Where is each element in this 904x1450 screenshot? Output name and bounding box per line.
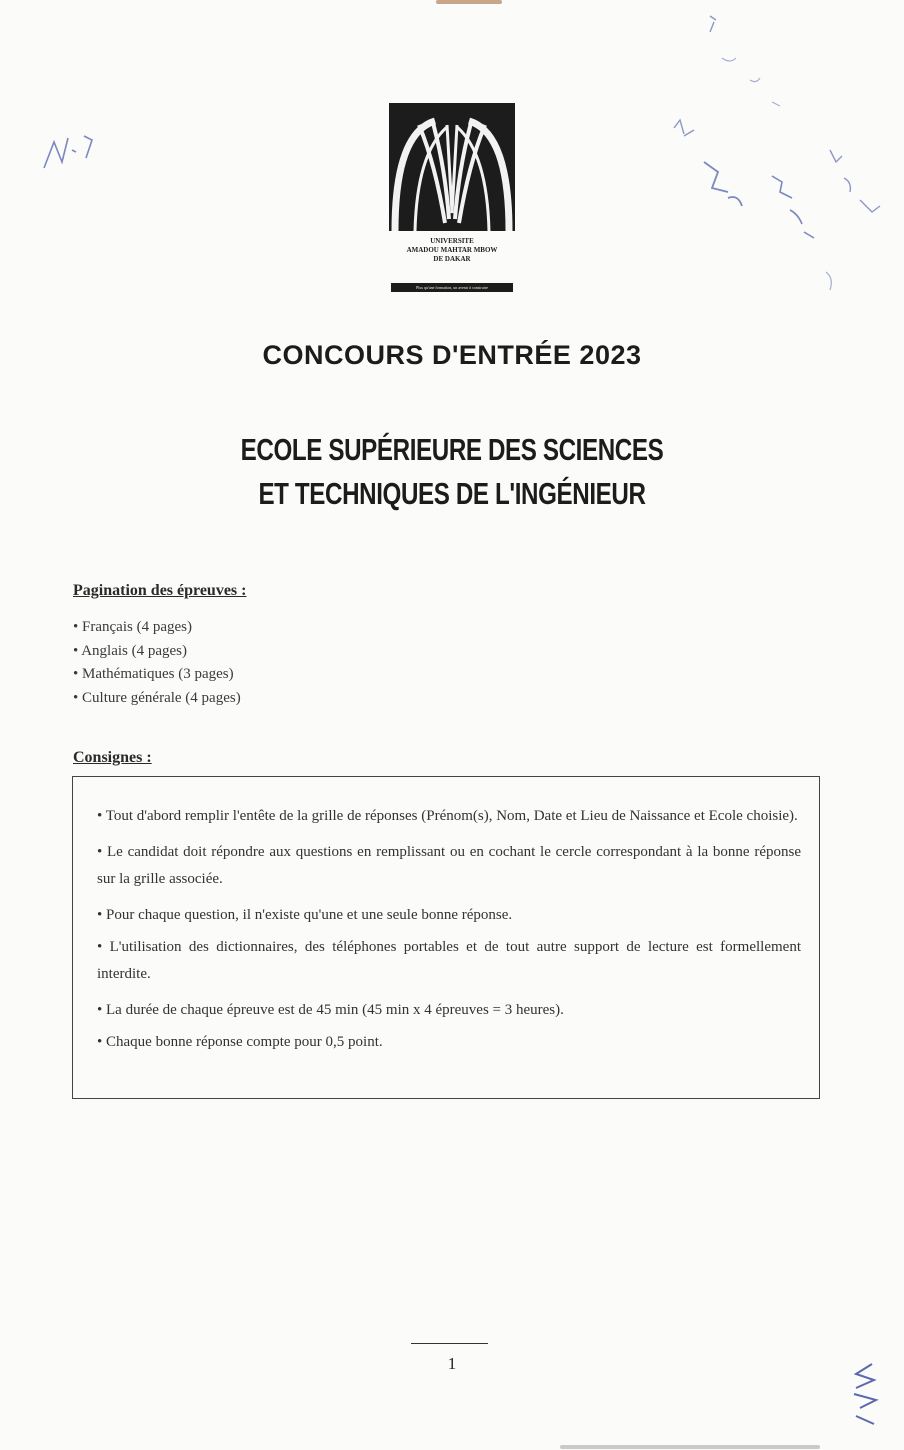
instructions-box: [72, 776, 820, 1099]
list-item: • Tout d'abord remplir l'entête de la grille de réponses (Prénom(s), Nom, Date et Lieu de Naissance et Ecole choisie).: [97, 803, 801, 830]
scan-smudge-bottom: [560, 1445, 820, 1449]
scan-smudge-top: [436, 0, 502, 4]
list-item: • Chaque bonne réponse compte pour 0,5 point.: [97, 1029, 801, 1056]
university-motto: Plus qu'une formation, un avenir à construire: [391, 283, 513, 292]
list-item: • Culture générale (4 pages): [73, 687, 241, 711]
list-item: • Le candidat doit répondre aux questions en remplissant ou en cochant le cercle correspondant à la bonne réponse sur la grille associée.: [97, 839, 801, 893]
pagination-heading: Pagination des épreuves :: [73, 582, 247, 599]
pagination-list: [73, 616, 241, 710]
list-item: • Mathématiques (3 pages): [73, 663, 241, 687]
handwritten-annotation-right: [660, 10, 890, 300]
university-name: UNIVERSITE AMADOU MAHTAR MBOW DE DAKAR: [406, 237, 498, 263]
list-item: • L'utilisation des dictionnaires, des téléphones portables et de tout autre support de lecture est formellement interdite.: [97, 934, 801, 988]
instructions-list: [97, 803, 801, 1065]
school-name-line2: ET TECHNIQUES DE L'INGÉNIEUR: [258, 476, 646, 511]
instructions-heading: Consignes :: [73, 749, 152, 766]
footer-divider: [411, 1343, 488, 1344]
exam-title: CONCOURS D'ENTRÉE 2023: [262, 340, 642, 370]
list-item: • Pour chaque question, il n'existe qu'une et une seule bonne réponse.: [97, 902, 801, 929]
list-item: • Français (4 pages): [73, 616, 241, 640]
school-name-line1: ECOLE SUPÉRIEURE DES SCIENCES: [240, 432, 664, 467]
list-item: • La durée de chaque épreuve est de 45 min (45 min x 4 épreuves = 3 heures).: [97, 997, 801, 1024]
list-item: • Anglais (4 pages): [73, 640, 241, 664]
school-name: [99, 428, 804, 516]
page-number: 1: [447, 1354, 457, 1373]
university-logo: [389, 103, 515, 293]
university-logo-emblem: [389, 103, 515, 231]
handwritten-annotation-left: [40, 128, 112, 174]
